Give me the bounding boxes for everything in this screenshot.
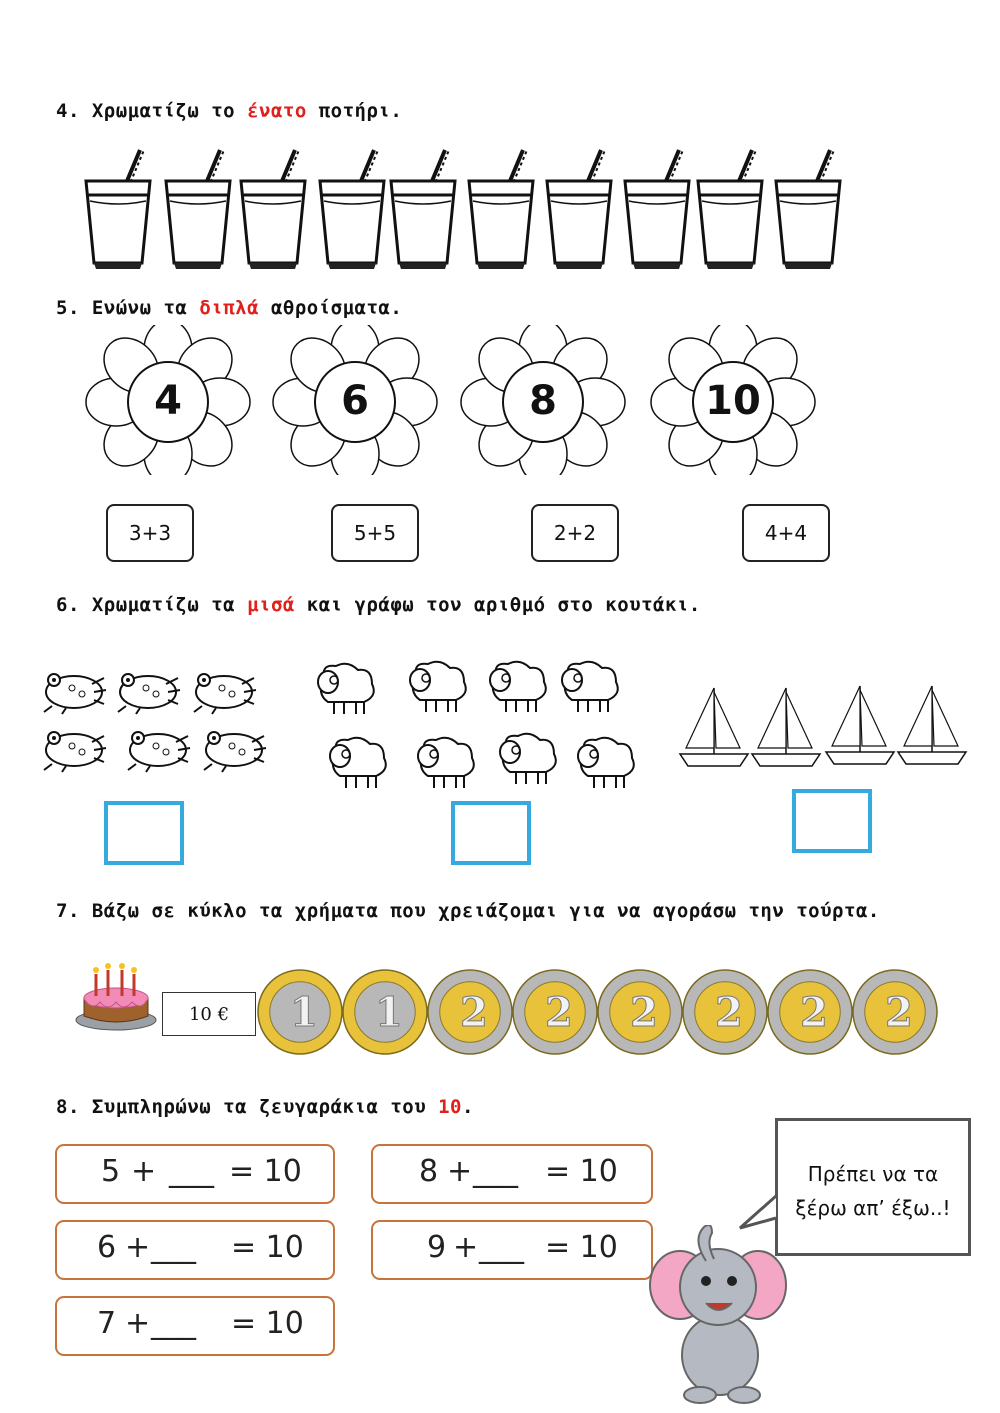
flower-number: 10 <box>705 378 761 424</box>
sum-box[interactable]: 2+2 <box>531 504 619 562</box>
coin-value: 2 <box>460 989 488 1036</box>
euro-coin-icon[interactable] <box>851 968 939 1056</box>
glass-icon[interactable] <box>86 150 150 269</box>
bubble-line: ξέρω απ’ έξω..! <box>795 1196 951 1220</box>
glass-icon[interactable] <box>166 150 230 269</box>
glass-icon[interactable] <box>776 150 840 269</box>
glass-icon[interactable] <box>391 150 455 269</box>
question-5-title: 5. Ενώνω τα διπλά αθροίσματα. <box>56 297 403 319</box>
sailboat-icon <box>826 686 894 764</box>
flower-number: 6 <box>341 378 369 424</box>
question-4-title: 4. Χρωματίζω το ένατο ποτήρι. <box>56 100 403 122</box>
question-6-title: 6. Χρωματίζω τα μισά και γράφω τον αριθμό στο κουτάκι. <box>56 594 701 616</box>
sheep-icon <box>562 662 618 712</box>
coin-value: 2 <box>630 989 658 1036</box>
euro-coin-icon[interactable] <box>681 968 769 1056</box>
frog-icon <box>118 674 180 714</box>
glass-icon[interactable] <box>698 150 762 269</box>
pair-box[interactable]: 6 + ___ = 10 <box>55 1220 335 1280</box>
pair-box[interactable]: 5 + ___ = 10 <box>55 1144 335 1204</box>
elephant-icon <box>640 1225 790 1405</box>
question-7-title: 7. Βάζω σε κύκλο τα χρήματα που χρειάζομαι για να αγοράσω την τούρτα. <box>56 900 880 922</box>
frog-icon <box>128 732 190 772</box>
frog-icon <box>44 674 106 714</box>
sheep-icon <box>330 738 386 788</box>
coin-value: 1 <box>375 989 403 1036</box>
sum-box[interactable]: 3+3 <box>106 504 194 562</box>
sailboat-icon <box>680 688 748 766</box>
q6-pictures <box>0 640 1000 800</box>
coin-value: 2 <box>545 989 573 1036</box>
euro-coin-icon[interactable] <box>341 968 429 1056</box>
euro-coin-icon[interactable] <box>511 968 599 1056</box>
sailboat-icon <box>752 688 820 766</box>
euro-coin-icon[interactable] <box>256 968 344 1056</box>
euro-coin-icon[interactable] <box>426 968 514 1056</box>
flower-number: 4 <box>154 378 182 424</box>
cake-icon <box>74 962 164 1042</box>
question-8-title: 8. Συμπληρώνω τα ζευγαράκια του 10. <box>56 1096 474 1118</box>
pair-box[interactable]: 7 + ___ = 10 <box>55 1296 335 1356</box>
sum-box[interactable]: 4+4 <box>742 504 830 562</box>
glass-icon[interactable] <box>469 150 533 269</box>
glass-icon[interactable] <box>320 150 384 269</box>
sum-box[interactable]: 5+5 <box>331 504 419 562</box>
sheep-icon <box>490 662 546 712</box>
answer-box-frogs[interactable] <box>104 801 184 865</box>
sailboat-icon <box>898 686 966 764</box>
glass-icon[interactable] <box>625 150 689 269</box>
coin-value: 1 <box>290 989 318 1036</box>
answer-box-sheep[interactable] <box>451 801 531 865</box>
sheep-icon <box>578 738 634 788</box>
glasses-row <box>80 140 860 275</box>
price-tag: 10 € <box>162 992 256 1036</box>
pair-box[interactable]: 8 + ___ = 10 <box>371 1144 653 1204</box>
answer-box-boats[interactable] <box>792 789 872 853</box>
coin-value: 2 <box>800 989 828 1036</box>
glass-icon[interactable] <box>547 150 611 269</box>
sheep-icon <box>410 662 466 712</box>
speech-bubble <box>775 1118 971 1256</box>
sheep-icon <box>500 734 556 784</box>
sheep-icon <box>318 664 374 714</box>
frog-icon <box>44 732 106 772</box>
frog-icon <box>194 674 256 714</box>
sheep-icon <box>418 738 474 788</box>
coin-value: 2 <box>715 989 743 1036</box>
pair-box[interactable]: 9 + ___ = 10 <box>371 1220 653 1280</box>
glass-icon[interactable] <box>241 150 305 269</box>
coin-value: 2 <box>885 989 913 1036</box>
euro-coin-icon[interactable] <box>766 968 854 1056</box>
frog-icon <box>204 732 266 772</box>
bubble-line: Πρέπει να τα <box>807 1162 939 1186</box>
euro-coin-icon[interactable] <box>596 968 684 1056</box>
flower-number: 8 <box>529 378 557 424</box>
